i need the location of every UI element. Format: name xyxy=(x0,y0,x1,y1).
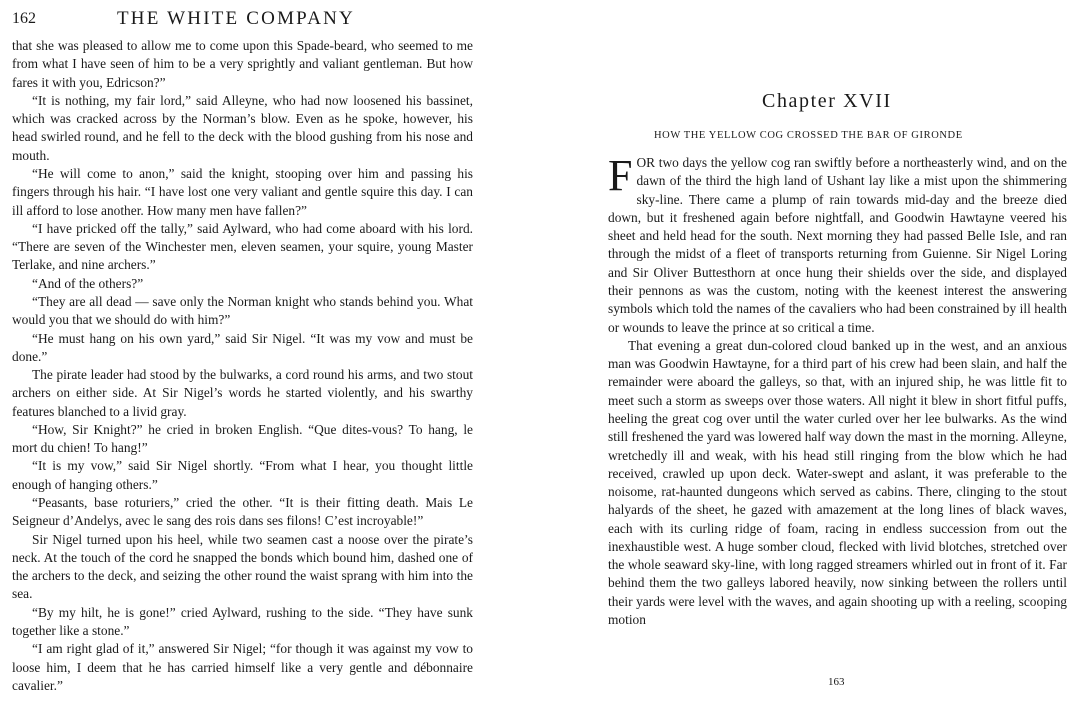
book-title: THE WHITE COMPANY xyxy=(117,8,355,29)
right-body-text xyxy=(608,151,1067,629)
paragraph: “And of the others?” xyxy=(32,275,144,291)
paragraph: “Peasants, base roturiers,” cried the other. “It is their fitting death. Mais Le Seigneur d’Andelys, avec le sang des rois dans ses filons! C’est incroyable!” xyxy=(12,495,473,529)
chapter-subtitle: HOW THE YELLOW COG CROSSED THE BAR OF GIRONDE xyxy=(654,130,963,141)
paragraph: “He must hang on his own yard,” said Sir Nigel. “It was my vow and must be done.” xyxy=(12,330,473,364)
left-body-text xyxy=(12,37,473,695)
first-paragraph xyxy=(608,151,1067,337)
chapter-title: Chapter XVII xyxy=(762,90,892,112)
paragraph: That evening a great dun-colored cloud banked up in the west, and an anxious man was Goodwin Hawtayne, for a third part of his crew had been slain, and half the remainder were aboard the galleys, so that, with an injured ship, he was little fit to meet such a storm as sweeps over those waters. All night it blew in short fitful puffs, heeling the great cog over until the water curled over her lee bulwarks. As the wind still freshened the yard was lowered half way down the mast in the morning. Alleyne, wretchedly ill and weak, with his head still ringing from the blow which he had received, crawled up upon deck. Water-swept and aslant, it was preferable to the noisome, rat-haunted dungeons which served as cabins. There, clinging to the stout halyards of the sheet, he gazed with amazement at the long lines of black waves, each with its curling ridge of foam, racing in endless succession from out the inexhaustible west. A huge somber cloud, flecked with livid blotches, stretched over the whole seaward sky-line, with long ragged streamers whirled out in front of it. Far behind them the two galleys labored heavily, now sinking between the rollers until their yards were level with the waves, and again shooting up with a reeling, scooping motion xyxy=(608,337,1067,628)
right-page xyxy=(541,0,1082,719)
page-number-left: 162 xyxy=(12,10,36,27)
paragraph: “I am right glad of it,” answered Sir Nigel; “for though it was against my vow to loose him, I deem that he has carried himself like a very gentle and débonnaire cavalier.” xyxy=(12,641,473,693)
first-paragraph-text: OR two days the yellow cog ran swiftly before a northeasterly wind, and on the dawn of the third the high land of Ushant lay like a mist upon the shimmering sky-line. There came a plump of rain towards mid-day and the breeze died down, but it freshened again before nightfall, and Goodwin Hawtayne veered his sheet and held head for the south. Next morning they had passed Belle Isle, and ran through the midst of a fleet of transports returning from Guienne. Sir Nigel Loring and Sir Oliver Buttesthorn at once hung their shields over the side, and displayed their pennons as was the custom, noting with the keenest interest the answering symbols which told the names of the cavaliers who had been constrained by ill health or wounds to leave the prince at so critical a time. xyxy=(608,155,1067,335)
paragraph: that she was pleased to allow me to come upon this Spade-beard, who seemed to me from what I have seen of him to be a very sprightly and valiant gentleman. But how fares it with you, Edricson?” xyxy=(12,38,473,90)
paragraph: “It is my vow,” said Sir Nigel shortly. “From what I hear, you thought little enough of hanging others.” xyxy=(12,458,473,492)
paragraph: “He will come to anon,” said the knight, stooping over him and passing his fingers through his hair. “I have lost one very valiant and gentle squire this day. I can ill afford to lose another. How many men have fallen?” xyxy=(12,165,473,218)
paragraph: The pirate leader had stood by the bulwarks, a cord round his arms, and two stout archers on either side. At Sir Nigel’s words he started violently, and his swarthy features blanched to a livid gray. xyxy=(12,367,473,419)
paragraph: “How, Sir Knight?” he cried in broken English. “Que dites-vous? To hang, le mort du chien! To hang!” xyxy=(12,421,473,456)
running-head xyxy=(12,8,532,34)
paragraph: “They are all dead — save only the Norman knight who stands behind you. What would you that we should do with him?” xyxy=(12,293,473,328)
page-number-right: 163 xyxy=(828,676,845,688)
paragraph: “It is nothing, my fair lord,” said Alleyne, who had now loosened his bassinet, which was cracked across by the Norman’s blow. Even as he spoke, however, his head swirled round, and he fell to the deck with the blood gushing from his nose and mouth. xyxy=(12,92,473,163)
paragraph: Sir Nigel turned upon his heel, while two seamen cast a noose over the pirate’s neck. At the touch of the cord he snapped the bonds which bound him, dashed one of the archers to the deck, and seizing the other round the waist sprang with him into the sea. xyxy=(12,531,473,602)
paragraph: “By my hilt, he is gone!” cried Aylward, rushing to the side. “They have sunk together like a stone.” xyxy=(12,604,473,638)
drop-cap: F xyxy=(608,151,633,200)
paragraph: “I have pricked off the tally,” said Aylward, who had come aboard with his lord. “There are seven of the Winchester men, eleven seamen, your squire, young Master Terlake, and nine archers.” xyxy=(12,220,473,273)
